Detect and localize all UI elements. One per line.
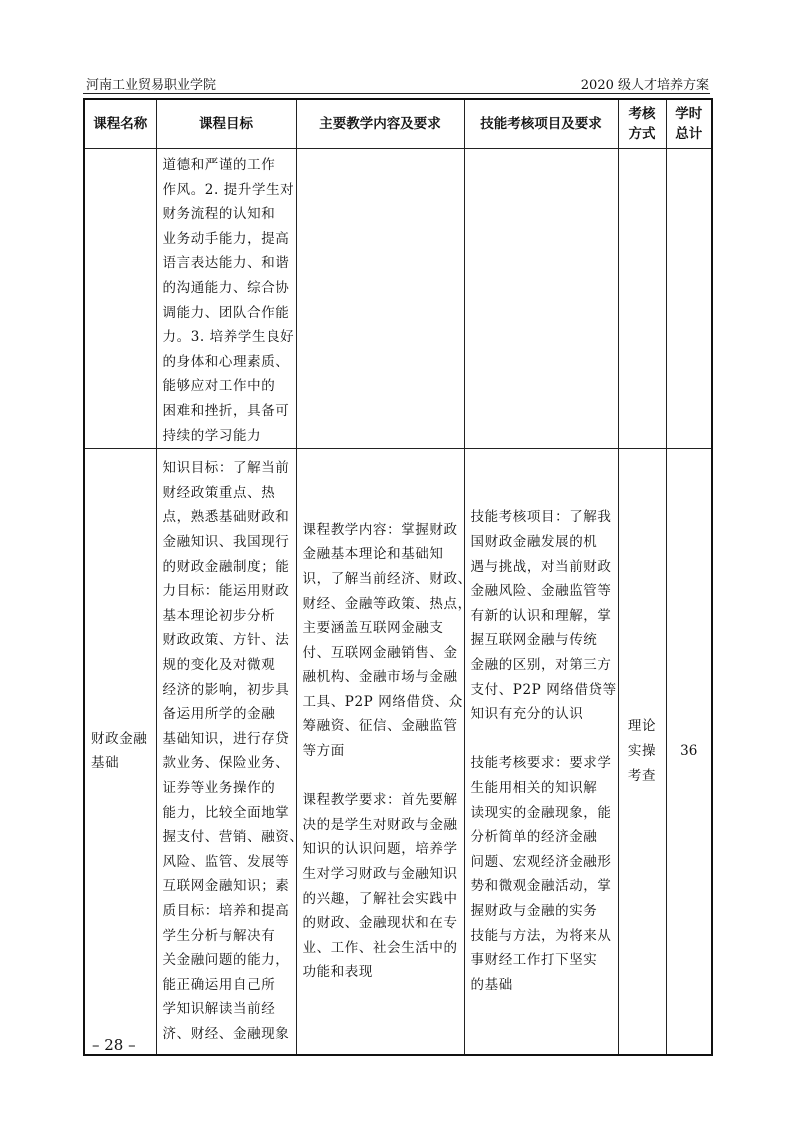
text-line: 济、财经、金融现象 xyxy=(162,1025,290,1042)
text-line: 技能考核项目：了解我 xyxy=(470,509,612,526)
text-line: 财政金融 xyxy=(91,730,148,747)
text-line: 等方面 xyxy=(302,743,345,760)
text-line: 规的变化及对微观 xyxy=(162,657,276,673)
text-line: 工具、P2P 网络借贷、众 xyxy=(302,693,463,710)
text-line: 基本理论初步分析 xyxy=(162,607,276,624)
text-line: 金融风险、金融监管等 xyxy=(470,583,612,600)
text-line: 财政政策、方针、法 xyxy=(162,632,290,649)
col-header-course-goal: 课程目标 xyxy=(156,99,296,149)
col-header-hours xyxy=(666,99,712,149)
text-line: 握支付、营销、融资、 xyxy=(162,829,304,846)
paragraph-gap xyxy=(303,764,458,789)
col-header-skills: 技能考核项目及要求 xyxy=(464,99,618,149)
text-line: 道德和严谨的工作 xyxy=(162,157,276,173)
text-line: 能力，比较全面地掌 xyxy=(162,804,290,821)
text-line: 技能与方法，为将来从 xyxy=(470,927,612,944)
text-line: 分析简单的经济金融 xyxy=(470,829,598,846)
text-line: 的财政、金融现状和在专 xyxy=(302,915,458,932)
header-line: 考核 xyxy=(628,106,656,122)
header-divider xyxy=(83,93,710,94)
text-line: 语言表达能力、和谐 xyxy=(162,255,290,272)
text-line: 课程教学要求：首先要解 xyxy=(302,792,458,809)
text-line: 持续的学习能力 xyxy=(162,427,262,444)
text-line: 业、工作、社会生活中的 xyxy=(302,939,458,956)
text-line: 识，了解当前经济、财政、 xyxy=(302,570,472,587)
text-line: 筹融资、征信、金融监管 xyxy=(302,718,458,735)
cell-hours xyxy=(666,149,712,449)
cell-skills xyxy=(464,449,618,1055)
text-line: 主要涵盖互联网金融支 xyxy=(302,620,444,637)
text-line: 理论 xyxy=(627,718,657,735)
text-line: 能正确运用自己所 xyxy=(162,976,276,993)
text-line: 知识的认识问题，培养学 xyxy=(302,841,458,858)
header-institution: 河南工业贸易职业学院 xyxy=(86,78,217,93)
header-line: 学时 xyxy=(675,106,703,122)
text-line: 的基础 xyxy=(470,976,513,993)
header-document-title: 2020 级人才培养方案 xyxy=(580,78,709,93)
text-line: 遇与挑战，对当前财政 xyxy=(470,558,612,575)
cell-assessment xyxy=(618,149,666,449)
table-row xyxy=(84,149,712,449)
text-line: 力。3. 培养学生良好 xyxy=(162,329,295,346)
paragraph-gap xyxy=(471,727,612,752)
text-line: 能够应对工作中的 xyxy=(162,378,276,395)
text-line: 作风。2. 提升学生对 xyxy=(162,181,295,198)
col-header-course-name: 课程名称 xyxy=(84,99,156,149)
text-line: 问题、宏观经济金融形 xyxy=(470,853,612,870)
cell-content xyxy=(296,149,464,449)
cell-assessment xyxy=(618,449,666,1055)
text-line: 融机构、金融市场与金融 xyxy=(302,669,458,686)
text-line: 金融知识、我国现行 xyxy=(162,534,290,551)
text-line: 基础 xyxy=(91,755,120,772)
text-line: 生对学习财政与金融知识 xyxy=(302,866,458,883)
text-line: 的身体和心理素质、 xyxy=(162,353,290,370)
text-line: 财经、金融等政策、热点， xyxy=(302,595,472,612)
text-line: 握互联网金融与传统 xyxy=(470,632,598,649)
text-line: 财务流程的认知和 xyxy=(162,206,276,223)
header-line: 总计 xyxy=(675,126,703,142)
text-line: 互联网金融知识；素 xyxy=(162,878,290,895)
cell-course-goal xyxy=(156,149,296,449)
text-line: 课程教学内容：掌握财政 xyxy=(302,521,458,538)
text-line: 功能和表现 xyxy=(302,964,373,981)
text-line: 的财政金融制度；能 xyxy=(162,558,290,575)
text-line: 技能考核要求：要求学 xyxy=(470,755,612,772)
text-line: 生能用相关的知识解 xyxy=(470,779,598,796)
header-line: 方式 xyxy=(628,126,656,142)
cell-course-goal xyxy=(156,449,304,1055)
col-header-assessment xyxy=(618,99,666,149)
col-header-content: 主要教学内容及要求 xyxy=(296,99,464,149)
cell-content xyxy=(296,449,472,1055)
cell-course-name xyxy=(84,449,156,1055)
text-line: 金融基本理论和基础知 xyxy=(302,546,444,563)
text-line: 质目标：培养和提高 xyxy=(162,902,290,919)
text-line: 关金融问题的能力， xyxy=(162,952,290,969)
text-line: 经济的影响，初步具 xyxy=(162,681,290,698)
text-line: 款业务、保险业务、 xyxy=(162,755,290,772)
text-line: 学生分析与解决有 xyxy=(162,927,276,944)
text-line: 国财政金融发展的机 xyxy=(470,534,598,551)
text-line: 证券等业务操作的 xyxy=(162,779,276,796)
text-line: 基础知识，进行存贷 xyxy=(162,730,290,747)
cell-hours: 36 xyxy=(666,449,712,1055)
text-line: 的沟通能力、综合协 xyxy=(162,279,290,296)
text-line: 学知识解读当前经 xyxy=(162,1001,276,1018)
text-line: 支付、P2P 网络借贷等 xyxy=(470,681,617,698)
table-row xyxy=(84,449,712,1055)
text-line: 知识目标：了解当前 xyxy=(162,460,290,477)
text-line: 调能力、团队合作能 xyxy=(162,304,290,321)
text-line: 考查 xyxy=(627,767,657,784)
text-line: 付、互联网金融销售、金 xyxy=(302,644,458,661)
text-line: 握财政与金融的实务 xyxy=(470,902,598,919)
cell-skills xyxy=(464,149,618,449)
text-line: 财经政策重点、热 xyxy=(162,484,276,501)
text-line: 势和微观金融活动，掌 xyxy=(470,878,612,895)
text-line: 决的是学生对财政与金融 xyxy=(302,816,458,833)
text-line: 有新的认识和理解，掌 xyxy=(470,607,612,624)
text-line: 知识有充分的认识 xyxy=(470,706,584,723)
page-number: – 28 – xyxy=(92,1036,136,1054)
text-line: 读现实的金融现象，能 xyxy=(470,804,612,821)
text-line: 点，熟悉基础财政和 xyxy=(162,509,290,526)
text-line: 实操 xyxy=(627,743,657,760)
text-line: 困难和挫折，具备可 xyxy=(162,402,290,419)
text-line: 业务动手能力，提高 xyxy=(162,230,290,247)
text-line: 备运用所学的金融 xyxy=(162,706,276,723)
text-line: 的兴趣，了解社会实践中 xyxy=(302,890,458,907)
course-table xyxy=(83,98,713,1056)
text-line: 风险、监管、发展等 xyxy=(162,853,290,870)
text-line: 金融的区别，对第三方 xyxy=(470,657,612,673)
text-line: 力目标：能运用财政 xyxy=(162,583,290,600)
cell-course-name xyxy=(84,149,156,449)
text-line: 事财经工作打下坚实 xyxy=(470,952,598,969)
table-header-row xyxy=(84,99,712,149)
